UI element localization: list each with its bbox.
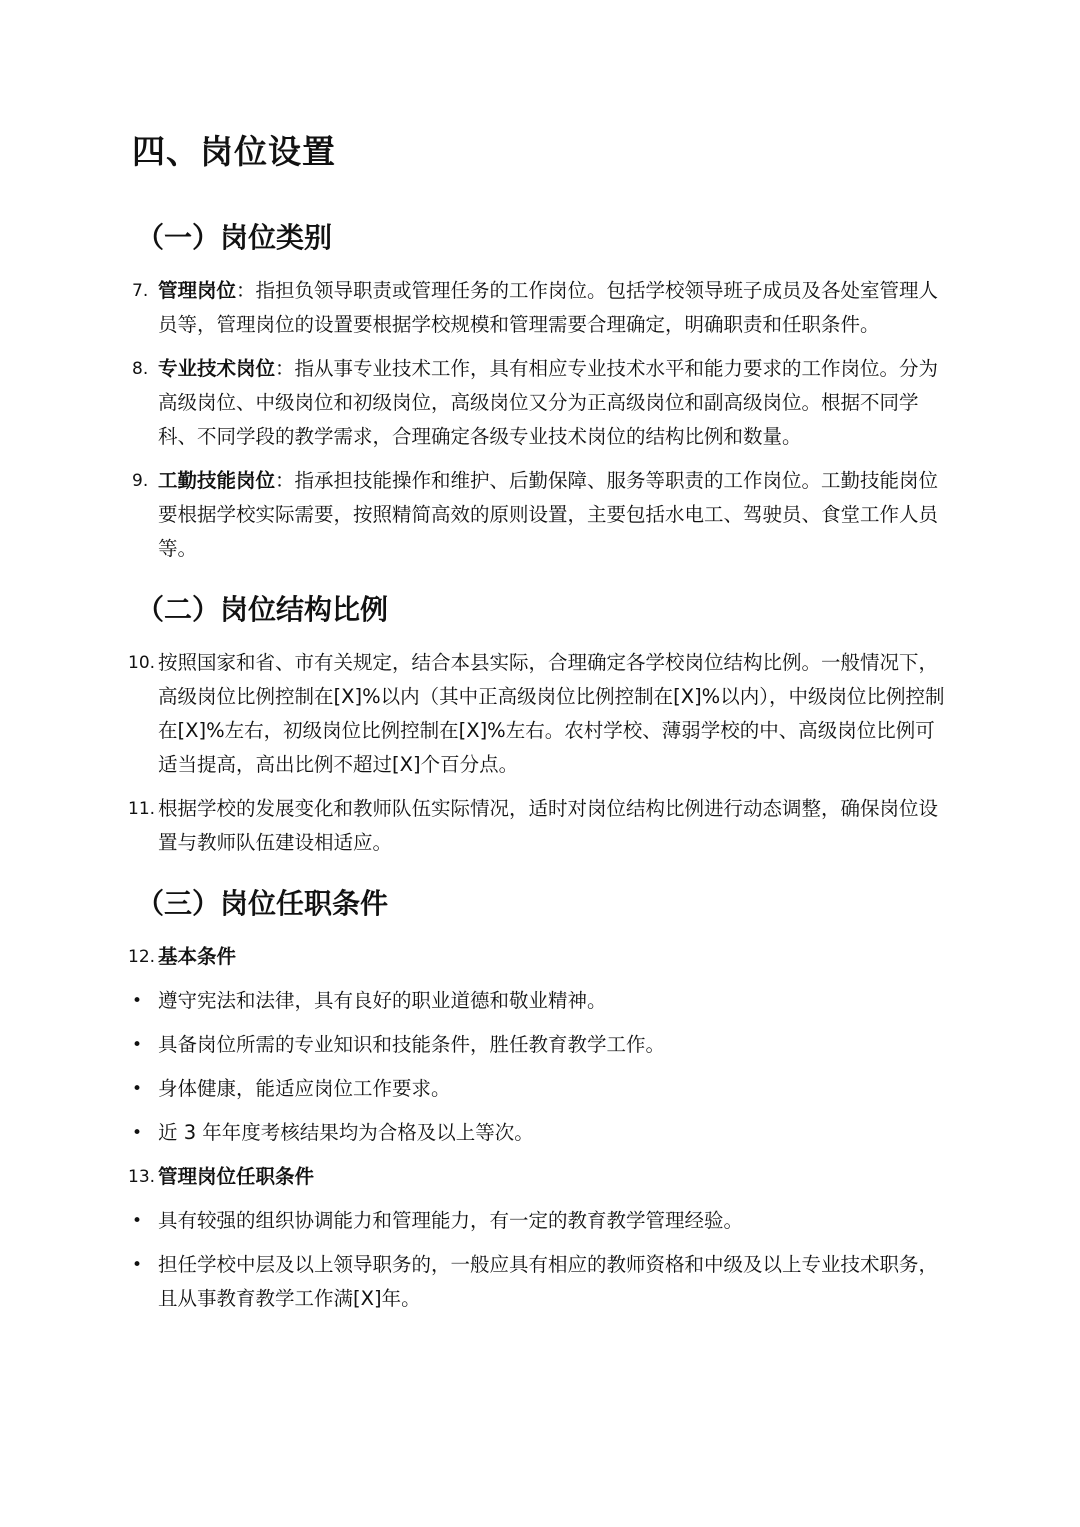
- subsection-basic-conditions: [128, 940, 948, 974]
- bullet-item: [132, 984, 948, 1018]
- item-number: 8.: [132, 359, 149, 379]
- bullet-item: [132, 1248, 948, 1316]
- section-heading-categories: （一）岗位类别: [136, 221, 333, 254]
- item-number: 10.: [128, 653, 156, 673]
- bullet-dot: •: [132, 1255, 143, 1275]
- bullet-text: 遵守宪法和法律，具有良好的职业道德和敬业精神。: [158, 989, 607, 1012]
- bullet-dot: •: [132, 1211, 143, 1231]
- section-heading-qualifications: （三）岗位任职条件: [136, 887, 389, 920]
- item-number: 9.: [132, 471, 149, 491]
- bullet-text: 身体健康，能适应岗位工作要求。: [158, 1077, 451, 1100]
- bullet-text: 具有较强的组织协调能力和管理能力，有一定的教育教学管理经验。: [158, 1209, 744, 1232]
- bullet-item: [132, 1204, 948, 1238]
- bullet-text: 近 3 年年度考核结果均为合格及以上等次。: [158, 1121, 534, 1144]
- item-number: 13.: [128, 1167, 156, 1187]
- item-number: 7.: [132, 281, 149, 301]
- bullet-text: 担任学校中层及以上领导职务的，一般应具有相应的教师资格和中级及以上专业技术职务，且从事教育教学工作满[X]年。: [158, 1253, 939, 1310]
- list-item-10: [128, 646, 948, 782]
- page-title: 四、岗位设置: [132, 132, 336, 171]
- list-item-11: [128, 792, 948, 860]
- item-number: 11.: [128, 799, 156, 819]
- list-item-7: [132, 274, 948, 342]
- bullet-dot: •: [132, 1123, 143, 1143]
- item-text: 按照国家和省、市有关规定，结合本县实际，合理确定各学校岗位结构比例。一般情况下，高级岗位比例控制在[X]%以内（其中正高级岗位比例控制在[X]%以内），中级岗位比例控制在[X]%左右，初级岗位比例控制在[X]%左右。农村学校、薄弱学校的中、高级岗位比例可适当提高，高出比例不超过[X]个百分点。: [158, 651, 945, 776]
- bullet-item: [132, 1028, 948, 1062]
- bullet-item: [132, 1072, 948, 1106]
- subsection-management-conditions: [128, 1160, 948, 1194]
- bullet-item: [132, 1116, 948, 1150]
- item-lead: 工勤技能岗位: [158, 469, 276, 492]
- bullet-dot: •: [132, 1079, 143, 1099]
- bullet-dot: •: [132, 991, 143, 1011]
- item-text: ：指从事专业技术工作，具有相应专业技术水平和能力要求的工作岗位。分为高级岗位、中级岗位和初级岗位，高级岗位又分为正高级岗位和副高级岗位。根据不同学科、不同学段的教学需求，合理确定各级专业技术岗位的结构比例和数量。: [158, 357, 939, 448]
- subsection-label: 管理岗位任职条件: [158, 1165, 315, 1188]
- subsection-label: 基本条件: [158, 945, 237, 968]
- item-lead: 专业技术岗位: [158, 357, 276, 380]
- item-lead: 管理岗位: [158, 279, 237, 302]
- section-heading-structure-ratio: （二）岗位结构比例: [136, 593, 389, 626]
- bullet-dot: •: [132, 1035, 143, 1055]
- item-number: 12.: [128, 947, 156, 967]
- list-item-9: [132, 464, 948, 566]
- list-item-8: [132, 352, 948, 454]
- item-text: ：指担负领导职责或管理任务的工作岗位。包括学校领导班子成员及各处室管理人员等，管理岗位的设置要根据学校规模和管理需要合理确定，明确职责和任职条件。: [158, 279, 939, 336]
- item-text: ：指承担技能操作和维护、后勤保障、服务等职责的工作岗位。工勤技能岗位要根据学校实际需要，按照精简高效的原则设置，主要包括水电工、驾驶员、食堂工作人员等。: [158, 469, 939, 560]
- item-text: 根据学校的发展变化和教师队伍实际情况，适时对岗位结构比例进行动态调整，确保岗位设置与教师队伍建设相适应。: [158, 797, 939, 854]
- bullet-text: 具备岗位所需的专业知识和技能条件，胜任教育教学工作。: [158, 1033, 666, 1056]
